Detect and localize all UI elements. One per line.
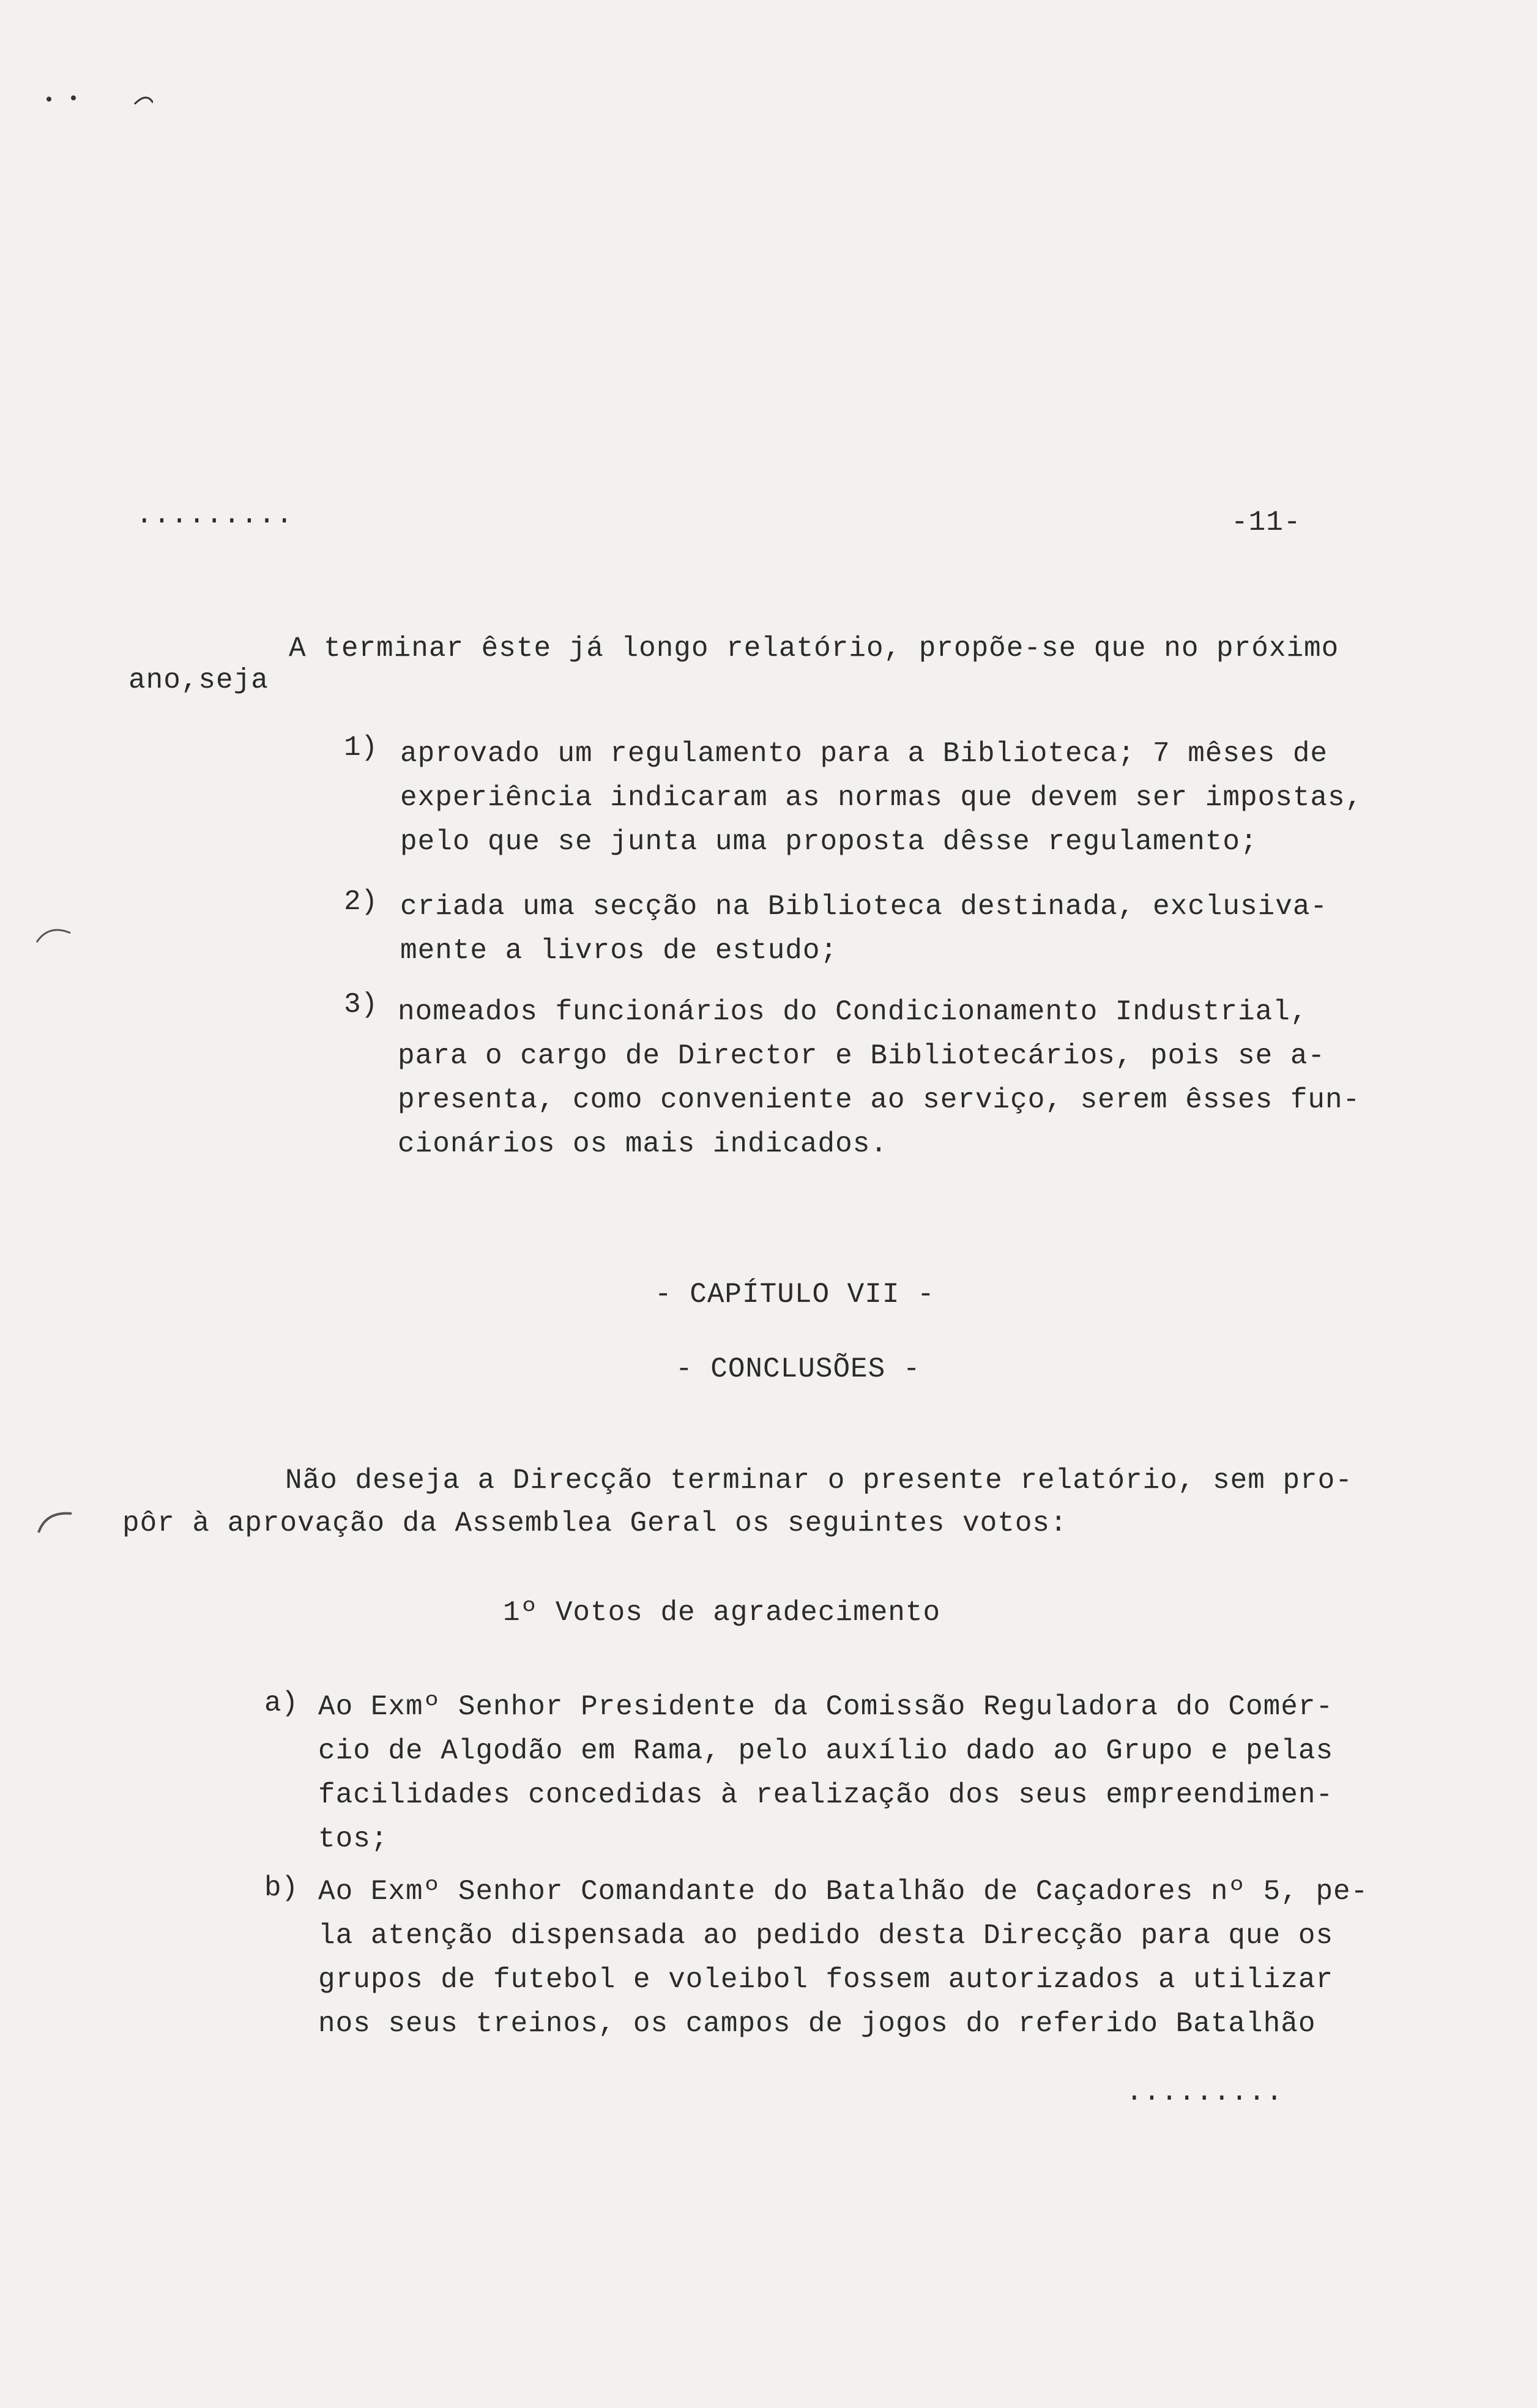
vote-line: tos; <box>318 1823 389 1855</box>
vote-marker: b) <box>264 1872 299 1904</box>
scan-hole-mark-2 <box>34 1505 76 1536</box>
conclusion-line-2: pôr à aprovação da Assemblea Geral os seguintes votos: <box>122 1507 1068 1539</box>
proposal-line: presenta, como conveniente ao serviço, serem êsses fun- <box>398 1084 1361 1116</box>
page-number: -11- <box>1231 507 1301 538</box>
proposal-marker: 1) <box>344 732 378 764</box>
scan-hole-mark-1 <box>34 921 76 945</box>
conclusion-line-1: Não deseja a Direcção terminar o presente relatório, sem pro- <box>285 1465 1353 1496</box>
vote-line: facilidades concedidas à realização dos seus empreendimen- <box>318 1779 1334 1811</box>
intro-line-1: A terminar êste já longo relatório, propõe-se que no próximo <box>289 633 1339 664</box>
votes-heading: 1º Votos de agradecimento <box>503 1597 941 1629</box>
proposal-item <box>400 885 1328 973</box>
proposal-line: criada uma secção na Biblioteca destinada, exclusiva- <box>400 891 1328 923</box>
proposal-item <box>398 990 1360 1166</box>
chapter-subtitle: - CONCLUSÕES - <box>675 1353 921 1385</box>
proposal-line: experiência indicaram as normas que devem ser impostas, <box>400 782 1363 814</box>
vote-item <box>318 1685 1333 1861</box>
continuation-dots: ......... <box>1126 2076 1284 2108</box>
vote-line: Ao Exmº Senhor Comandante do Batalhão de Caçadores nº 5, pe- <box>318 1876 1369 1908</box>
leader-dots: ......... <box>136 499 294 531</box>
proposal-marker: 2) <box>344 886 378 918</box>
vote-line: nos seus treinos, os campos de jogos do referido Batalhão <box>318 2008 1316 2040</box>
vote-line: grupos de futebol e voleibol fossem autorizados a utilizar <box>318 1964 1334 1996</box>
proposal-line: mente a livros de estudo; <box>400 935 838 967</box>
vote-line: Ao Exmº Senhor Presidente da Comissão Reguladora do Comér- <box>318 1691 1334 1723</box>
chapter-title: - CAPÍTULO VII - <box>655 1279 935 1310</box>
intro-line-2: ano,seja <box>128 664 269 696</box>
proposal-line: nomeados funcionários do Condicionamento Industrial, <box>398 996 1308 1028</box>
vote-line: cio de Algodão em Rama, pelo auxílio dado ao Grupo e pelas <box>318 1735 1334 1767</box>
proposal-line: para o cargo de Director e Bibliotecários, pois se a- <box>398 1040 1326 1072</box>
vote-marker: a) <box>264 1687 299 1719</box>
scan-mark-top-left <box>43 86 153 110</box>
vote-line: la atenção dispensada ao pedido desta Direcção para que os <box>318 1920 1334 1952</box>
proposal-line: cionários os mais indicados. <box>398 1128 888 1160</box>
proposal-marker: 3) <box>344 989 378 1020</box>
proposal-line: pelo que se junta uma proposta dêsse regulamento; <box>400 826 1258 858</box>
proposal-line: aprovado um regulamento para a Biblioteca; 7 mêses de <box>400 738 1328 770</box>
vote-item <box>318 1870 1368 2046</box>
proposal-item <box>400 732 1363 864</box>
